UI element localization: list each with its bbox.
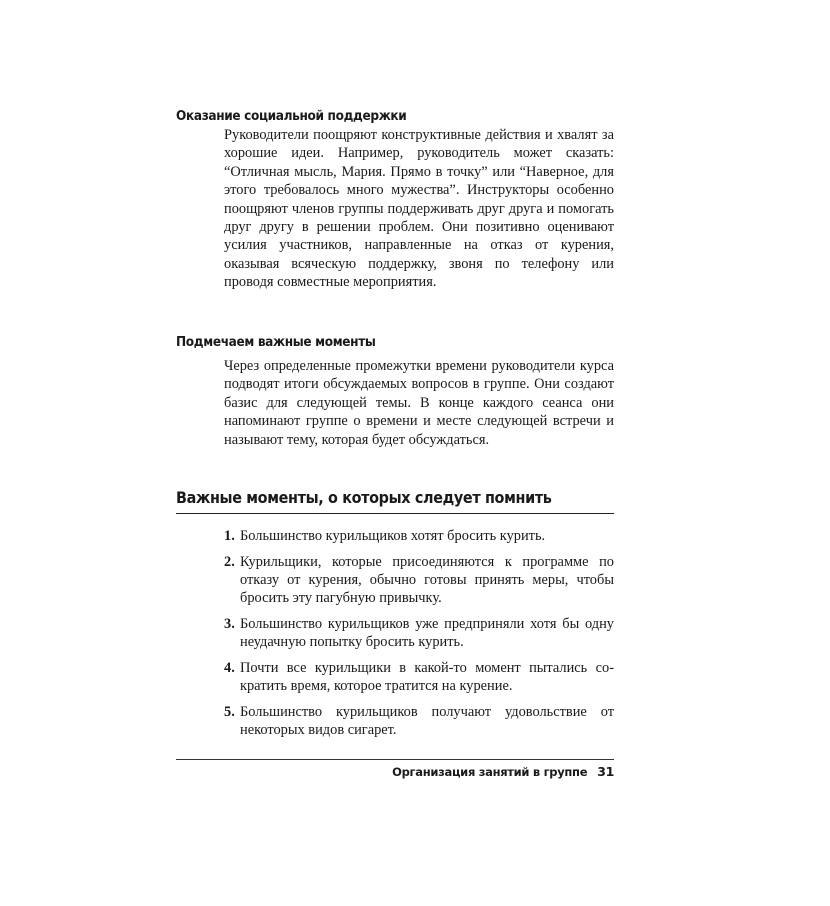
list-item-number: 4. xyxy=(224,660,235,676)
list-item-text: Большинство курильщиков получают удовольствие от некоторых видов сигарет. xyxy=(240,704,614,739)
list-item-text: Почти все курильщики в какой-то момент пытались сократить время, которое тратится на курение. xyxy=(240,660,614,695)
list-item-number: 5. xyxy=(224,704,235,720)
key-points-list xyxy=(224,527,614,747)
footer-rule xyxy=(176,759,614,760)
list-item-number: 3. xyxy=(224,616,235,632)
list-item xyxy=(224,703,614,740)
heading-rule xyxy=(176,513,614,514)
running-footer xyxy=(392,764,614,779)
chapter-title: Организация занятий в группе xyxy=(392,765,588,779)
page-number: 31 xyxy=(597,764,614,779)
key-points-heading: Важные моменты, о которых следует помнить xyxy=(176,488,552,507)
list-item-text: Курильщики, которые присоединяются к программе по отказу от курения, обычно готовы принять меры, чтобы бросить эту пагубную привычку. xyxy=(240,553,614,607)
list-item-number: 1. xyxy=(224,528,235,544)
paragraph-key-moments: Через определенные промежутки времени руководители курса подводят итоги обсуждаемых вопросов в группе. Они создают базис для следующей темы. В конце каждого сеанса они напоминают группе о времени и месте следующей встречи и называют тему, которая будет обсуждаться. xyxy=(224,358,614,448)
paragraph-social-support: Руководители поощряют конструктивные действия и хвалят за хорошие идеи. Например, руководитель может сказать: “Отличная мысль, Мария. Прямо в точку” или “Наверное, для этого требовалось много мужества”. Инструкторы особенно поощряют членов группы поддерживать друг друга и помогать друг другу в решении проблем. Они позитивно оценивают усилия участников, направленные на отказ от курения, оказывая всяческую поддержку, звоня по телефону или проводя совместные мероприятия. xyxy=(224,127,614,291)
list-item-number: 2. xyxy=(224,553,235,570)
section-heading-key-moments: Подмечаем важные моменты xyxy=(176,334,376,350)
list-item-text: Большинство курильщиков хотят бросить курить. xyxy=(240,528,546,544)
list-item xyxy=(224,659,614,696)
section-heading-social-support: Оказание социальной поддержки xyxy=(176,108,407,124)
list-item xyxy=(224,615,614,652)
list-item xyxy=(224,527,614,545)
list-item xyxy=(224,553,614,608)
list-item-text: Большинство курильщиков уже предприняли хотя бы одну неудачную попытку бросить курить. xyxy=(240,616,614,651)
